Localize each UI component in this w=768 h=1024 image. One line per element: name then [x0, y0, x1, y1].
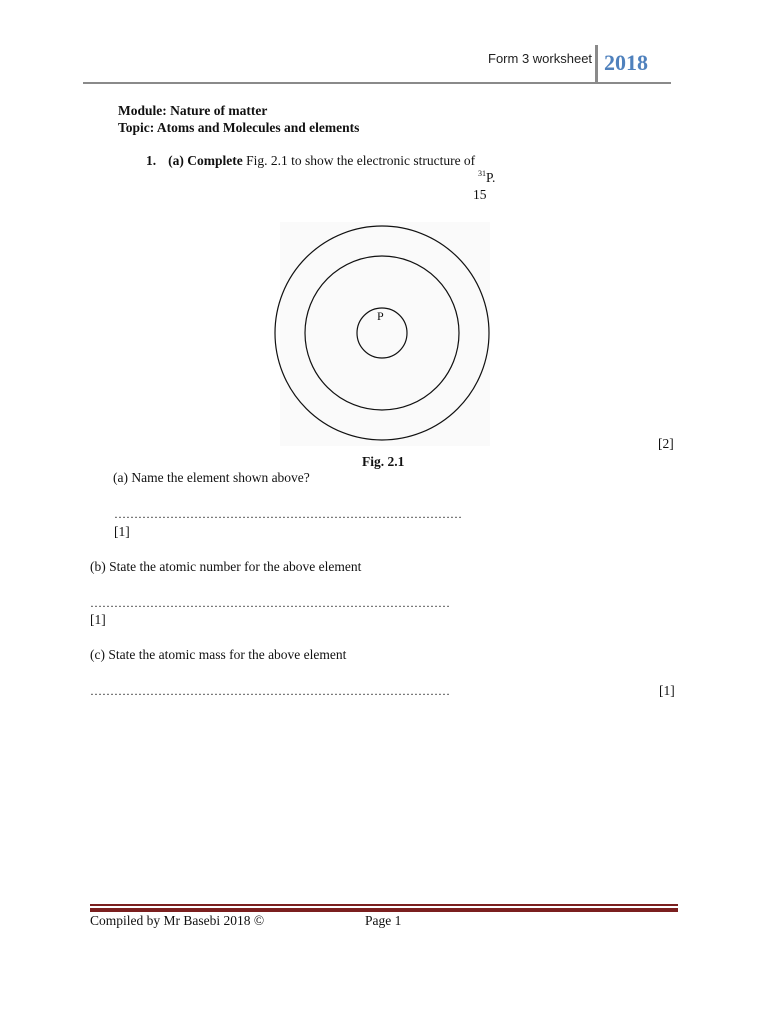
isotope-mass-number: 31 — [478, 169, 486, 178]
header-label: Form 3 worksheet — [488, 51, 593, 66]
footer-rule-thick — [90, 908, 678, 912]
isotope-symbol: P. — [486, 170, 496, 185]
isotope-notation — [478, 170, 495, 186]
header-year: 2018 — [604, 50, 648, 75]
footer-rule-thin — [90, 904, 678, 906]
footer-page-number: Page 1 — [365, 913, 402, 928]
subquestion-b: (b) State the atomic number for the above element — [90, 559, 362, 574]
header-rule — [83, 82, 671, 84]
isotope-atomic-number: 15 — [473, 187, 487, 202]
mark-c: [1] — [659, 683, 675, 698]
atom-diagram — [270, 220, 500, 450]
subquestion-a: (a) Name the element shown above? — [113, 470, 310, 485]
subquestion-c: (c) State the atomic mass for the above element — [90, 647, 347, 662]
question-text: Fig. 2.1 to show the electronic structure of — [242, 153, 476, 168]
nucleus-label: P — [377, 309, 384, 323]
outer-shell — [275, 226, 489, 440]
mark-b: [1] — [90, 612, 106, 627]
answer-line-a[interactable]: …………………………………………………………………………… — [114, 507, 462, 521]
inner-shell — [305, 256, 459, 410]
answer-line-c[interactable]: ……………………………………………………………………………… — [90, 684, 450, 698]
footer-compiled-by: Compiled by Mr Basebi 2018 © — [90, 913, 265, 928]
module-heading: Module: Nature of matter — [118, 103, 268, 118]
topic-heading: Topic: Atoms and Molecules and elements — [118, 120, 360, 135]
answer-line-b[interactable]: ……………………………………………………………………………… — [90, 596, 450, 610]
question-1 — [146, 153, 475, 169]
mark-a: [1] — [114, 524, 130, 539]
question-number: 1. — [146, 153, 157, 168]
header-divider — [595, 45, 598, 83]
question-part-label: (a) Complete — [168, 153, 243, 168]
figure-caption: Fig. 2.1 — [362, 454, 405, 469]
figure-mark: [2] — [658, 436, 674, 451]
